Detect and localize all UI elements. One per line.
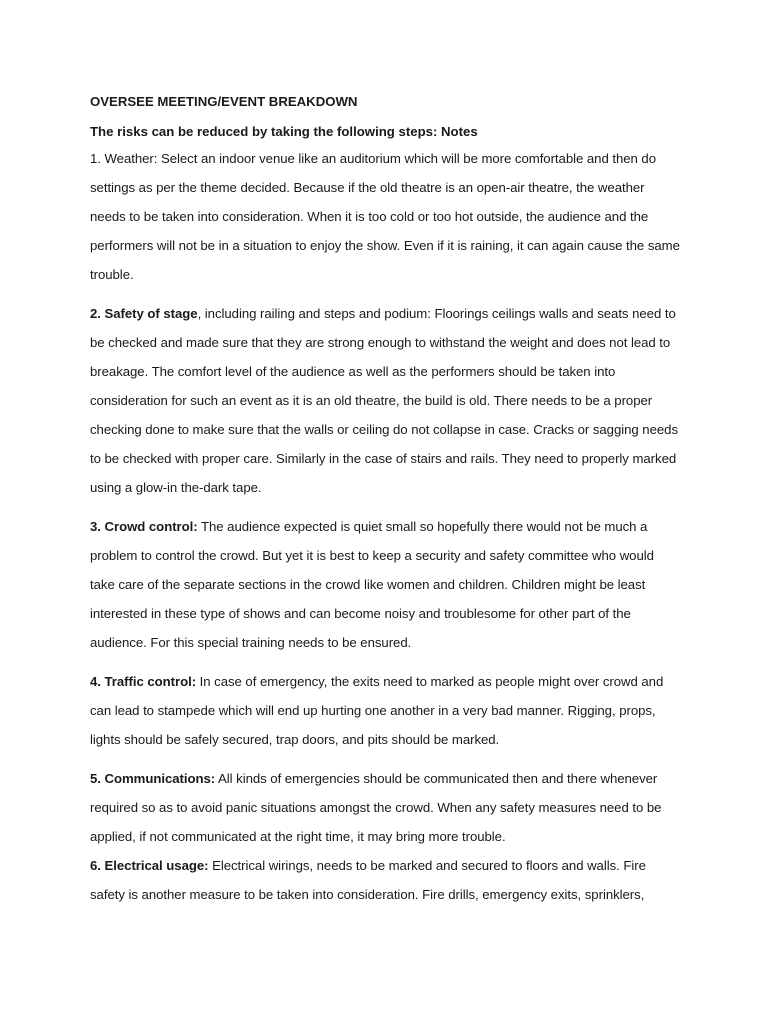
document-page bbox=[90, 92, 682, 909]
section-safety-of-stage bbox=[90, 299, 682, 502]
section-communications bbox=[90, 764, 682, 851]
section-body: All kinds of emergencies should be communicated then and there whenever required so as to avoid panic situations amongst the crowd. When any safety measures need to be applied, if not communicated at the right time, it may bring more trouble. bbox=[90, 771, 662, 844]
section-electrical-usage bbox=[90, 851, 682, 909]
section-lead: 5. Communications: bbox=[90, 771, 216, 786]
section-body: The audience expected is quiet small so hopefully there would not be much a problem to control the crowd. But yet it is best to keep a security and safety committee who would take care of the separate sections in the crowd like women and children. Children might be least interested in these type of shows and can become noisy and troublesome for other part of the audience. For this special training needs to be ensured. bbox=[90, 519, 654, 650]
section-lead: 2. Safety of stage bbox=[90, 306, 198, 321]
section-lead: 6. Electrical usage: bbox=[90, 858, 209, 873]
section-lead: 4. Traffic control: bbox=[90, 674, 197, 689]
section-body: 1. Weather: Select an indoor venue like an auditorium which will be more comfortable and then do settings as per the theme decided. Because if the old theatre is an open-air theatre, the weather needs to be taken into consideration. When it is too cold or too hot outside, the audience and the performers will not be in a situation to enjoy the show. Even if it is raining, it can again cause the same trouble. bbox=[90, 151, 680, 282]
section-crowd-control bbox=[90, 512, 682, 657]
document-subtitle: The risks can be reduced by taking the following steps: Notes bbox=[90, 124, 478, 139]
section-body: In case of emergency, the exits need to marked as people might over crowd and can lead to stampede which will end up hurting one another in a very bad manner. Rigging, props, lights should be safely secured, trap doors, and pits should be marked. bbox=[90, 674, 664, 747]
document-title: OVERSEE MEETING/EVENT BREAKDOWN bbox=[90, 94, 358, 109]
section-lead: 3. Crowd control: bbox=[90, 519, 198, 534]
section-traffic-control bbox=[90, 667, 682, 754]
section-weather bbox=[90, 144, 682, 289]
section-body: Electrical wirings, needs to be marked and secured to floors and walls. Fire safety is another measure to be taken into consideration. Fire drills, emergency exits, sprinklers, bbox=[90, 858, 646, 902]
section-body: , including railing and steps and podium: Floorings ceilings walls and seats need to be checked and made sure that they are strong enough to withstand the weight and does not lead to breakage. The comfort level of the audience as well as the performers should be taken into consideration for such an event as it is an old theatre, the build is old. There needs to be a proper checking done to make sure that the walls or ceiling do not collapse in case. Cracks or sagging needs to be checked with proper care. Similarly in the case of stairs and rails. They need to properly marked using a glow-in the-dark tape. bbox=[90, 306, 678, 495]
